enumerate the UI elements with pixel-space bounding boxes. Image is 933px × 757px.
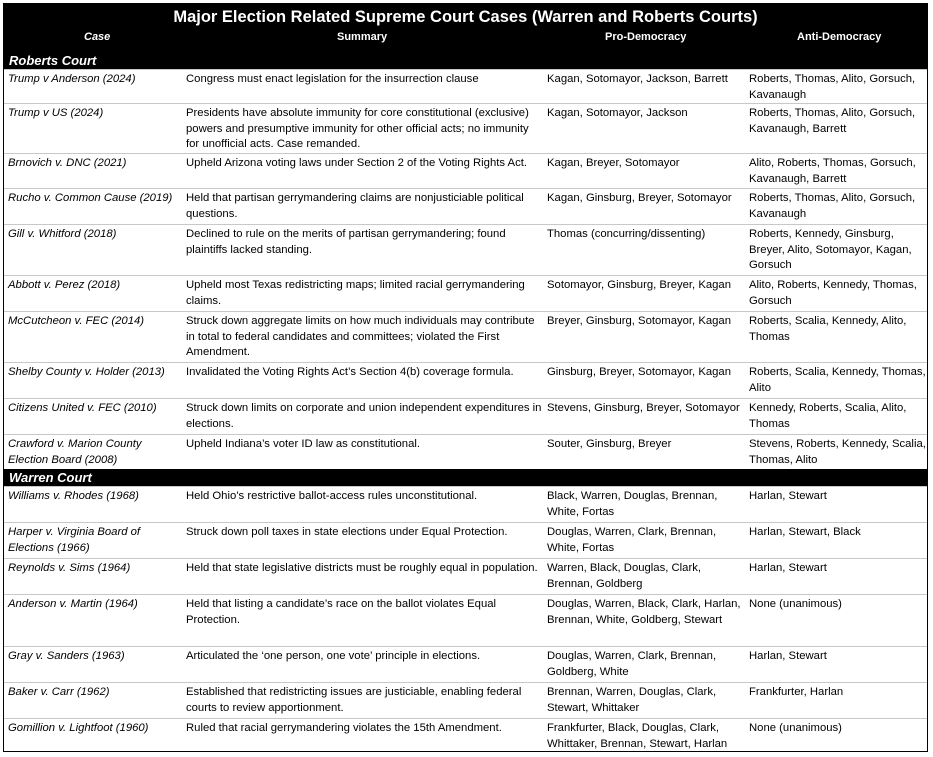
case-summary: Held that state legislative districts must be roughly equal in population.	[186, 562, 538, 574]
case-summary: Upheld Arizona voting laws under Section 2 of the Voting Rights Act.	[186, 157, 527, 169]
pro-democracy-justices: Douglas, Warren, Clark, Brennan, Goldberg, White	[547, 650, 717, 678]
anti-democracy-justices: None (unanimous)	[749, 598, 842, 610]
pro-democracy-justices: Kagan, Sotomayor, Jackson, Barrett	[547, 73, 728, 85]
anti-democracy-justices: Roberts, Thomas, Alito, Gorsuch, Kavanaugh	[749, 192, 916, 220]
pro-democracy-justices: Kagan, Sotomayor, Jackson	[547, 107, 688, 119]
column-header-anti-democracy: Anti-Democracy	[797, 31, 882, 43]
case-name: Brnovich v. DNC (2021)	[8, 157, 127, 169]
column-header-summary: Summary	[337, 31, 388, 43]
case-name: Gomillion v. Lightfoot (1960)	[8, 722, 149, 734]
case-name: Baker v. Carr (1962)	[8, 686, 110, 698]
table-row	[4, 522, 927, 558]
case-name: Williams v. Rhodes (1968)	[8, 490, 139, 502]
column-header-case: Case	[84, 31, 111, 43]
anti-democracy-justices: Harlan, Stewart	[749, 490, 827, 502]
pro-democracy-justices: Black, Warren, Douglas, Brennan, White, Fortas	[547, 490, 718, 518]
page-title: Major Election Related Supreme Court Cases (Warren and Roberts Courts)	[173, 8, 758, 26]
pro-democracy-justices: Douglas, Warren, Clark, Brennan, White, Fortas	[547, 526, 717, 554]
case-summary: Struck down aggregate limits on how much individuals may contribute in total to federal candidates and committees; violated the First Amendment.	[186, 315, 535, 359]
case-name: Anderson v. Martin (1964)	[8, 598, 138, 610]
table-row	[4, 275, 927, 311]
case-summary: Upheld Indiana’s voter ID law as constitutional.	[186, 438, 421, 450]
case-name: Harper v. Virginia Board of Elections (1966)	[8, 526, 141, 554]
case-summary: Ruled that racial gerrymandering violates the 15th Amendment.	[186, 722, 502, 734]
section-warren-court: Warren Court	[4, 469, 927, 486]
case-summary: Struck down limits on corporate and union independent expenditures in elections.	[186, 402, 542, 430]
table-row	[4, 594, 927, 646]
anti-democracy-justices: None (unanimous)	[749, 722, 842, 734]
table-row	[4, 153, 927, 188]
table-header	[4, 4, 927, 52]
anti-democracy-justices: Frankfurter, Harlan	[749, 686, 844, 698]
anti-democracy-justices: Stevens, Roberts, Kennedy, Scalia, Thomas, Alito	[749, 438, 926, 466]
table-row	[4, 398, 927, 434]
table-row	[4, 558, 927, 594]
pro-democracy-justices: Brennan, Warren, Douglas, Clark, Stewart, Whittaker	[547, 686, 717, 714]
table-row	[4, 103, 927, 153]
pro-democracy-justices: Breyer, Ginsburg, Sotomayor, Kagan	[547, 315, 731, 327]
case-summary: Upheld most Texas redistricting maps; limited racial gerrymandering claims.	[186, 279, 525, 307]
case-name: Gray v. Sanders (1963)	[8, 650, 125, 662]
case-name: Citizens United v. FEC (2010)	[8, 402, 157, 414]
case-summary: Held Ohio’s restrictive ballot-access rules unconstitutional.	[186, 490, 478, 502]
pro-democracy-justices: Frankfurter, Black, Douglas, Clark, Whittaker, Brennan, Stewart, Harlan	[547, 722, 728, 750]
case-summary: Established that redistricting issues are justiciable, enabling federal courts to review apportionment.	[186, 686, 522, 714]
pro-democracy-justices: Stevens, Ginsburg, Breyer, Sotomayor	[547, 402, 740, 414]
column-header-pro-democracy: Pro-Democracy	[605, 31, 687, 43]
case-summary: Struck down poll taxes in state elections under Equal Protection.	[186, 526, 508, 538]
case-summary: Held that listing a candidate’s race on the ballot violates Equal Protection.	[186, 598, 497, 626]
anti-democracy-justices: Roberts, Thomas, Alito, Gorsuch, Kavanaugh	[749, 73, 916, 101]
pro-democracy-justices: Kagan, Breyer, Sotomayor	[547, 157, 680, 169]
pro-democracy-justices: Sotomayor, Ginsburg, Breyer, Kagan	[547, 279, 731, 291]
anti-democracy-justices: Harlan, Stewart	[749, 562, 827, 574]
anti-democracy-justices: Roberts, Kennedy, Ginsburg, Breyer, Alito, Sotomayor, Kagan, Gorsuch	[749, 228, 912, 272]
pro-democracy-justices: Warren, Black, Douglas, Clark, Brennan, Goldberg	[547, 562, 702, 590]
anti-democracy-justices: Roberts, Thomas, Alito, Gorsuch, Kavanaugh, Barrett	[749, 107, 916, 135]
anti-democracy-justices: Harlan, Stewart, Black	[749, 526, 861, 538]
anti-democracy-justices: Roberts, Scalia, Kennedy, Thomas, Alito	[749, 366, 926, 394]
pro-democracy-justices: Douglas, Warren, Black, Clark, Harlan, Brennan, White, Goldberg, Stewart	[547, 598, 741, 626]
table-row	[4, 486, 927, 522]
case-name: Abbott v. Perez (2018)	[8, 279, 121, 291]
table-row	[4, 69, 927, 103]
anti-democracy-justices: Kennedy, Roberts, Scalia, Alito, Thomas	[749, 402, 907, 430]
case-name: Reynolds v. Sims (1964)	[8, 562, 131, 574]
table-row	[4, 224, 927, 275]
case-name: Gill v. Whitford (2018)	[8, 228, 117, 240]
table-row	[4, 311, 927, 362]
table-row	[4, 682, 927, 718]
pro-democracy-justices: Ginsburg, Breyer, Sotomayor, Kagan	[547, 366, 731, 378]
case-name: Trump v Anderson (2024)	[8, 73, 136, 85]
case-summary: Declined to rule on the merits of partisan gerrymandering; found plaintiffs lacked standing.	[186, 228, 506, 256]
section-roberts-court: Roberts Court	[4, 52, 927, 69]
anti-democracy-justices: Alito, Roberts, Kennedy, Thomas, Gorsuch	[749, 279, 917, 307]
case-summary: Invalidated the Voting Rights Act’s Section 4(b) coverage formula.	[186, 366, 514, 378]
pro-democracy-justices: Souter, Ginsburg, Breyer	[547, 438, 672, 450]
table-row	[4, 434, 927, 469]
cases-table	[3, 3, 928, 752]
case-summary: Presidents have absolute immunity for core constitutional (exclusive) powers and presumptive immunity for other official acts; no immunity for unofficial acts. Case remanded.	[186, 107, 529, 151]
case-summary: Held that partisan gerrymandering claims are nonjusticiable political questions.	[186, 192, 524, 220]
pro-democracy-justices: Kagan, Ginsburg, Breyer, Sotomayor	[547, 192, 732, 204]
table-row	[4, 188, 927, 224]
case-name: Shelby County v. Holder (2013)	[8, 366, 165, 378]
case-summary: Congress must enact legislation for the insurrection clause	[186, 73, 479, 85]
table-row	[4, 718, 927, 754]
pro-democracy-justices: Thomas (concurring/dissenting)	[547, 228, 706, 240]
case-name: Trump v US (2024)	[8, 107, 104, 119]
table-row	[4, 646, 927, 682]
case-summary: Articulated the ‘one person, one vote’ principle in elections.	[186, 650, 481, 662]
table-row	[4, 362, 927, 398]
anti-democracy-justices: Alito, Roberts, Thomas, Gorsuch, Kavanaugh, Barrett	[749, 157, 916, 185]
case-name: Rucho v. Common Cause (2019)	[8, 192, 173, 204]
anti-democracy-justices: Roberts, Scalia, Kennedy, Alito, Thomas	[749, 315, 907, 343]
case-name: Crawford v. Marion County Election Board (2008)	[8, 438, 142, 466]
anti-democracy-justices: Harlan, Stewart	[749, 650, 827, 662]
case-name: McCutcheon v. FEC (2014)	[8, 315, 145, 327]
